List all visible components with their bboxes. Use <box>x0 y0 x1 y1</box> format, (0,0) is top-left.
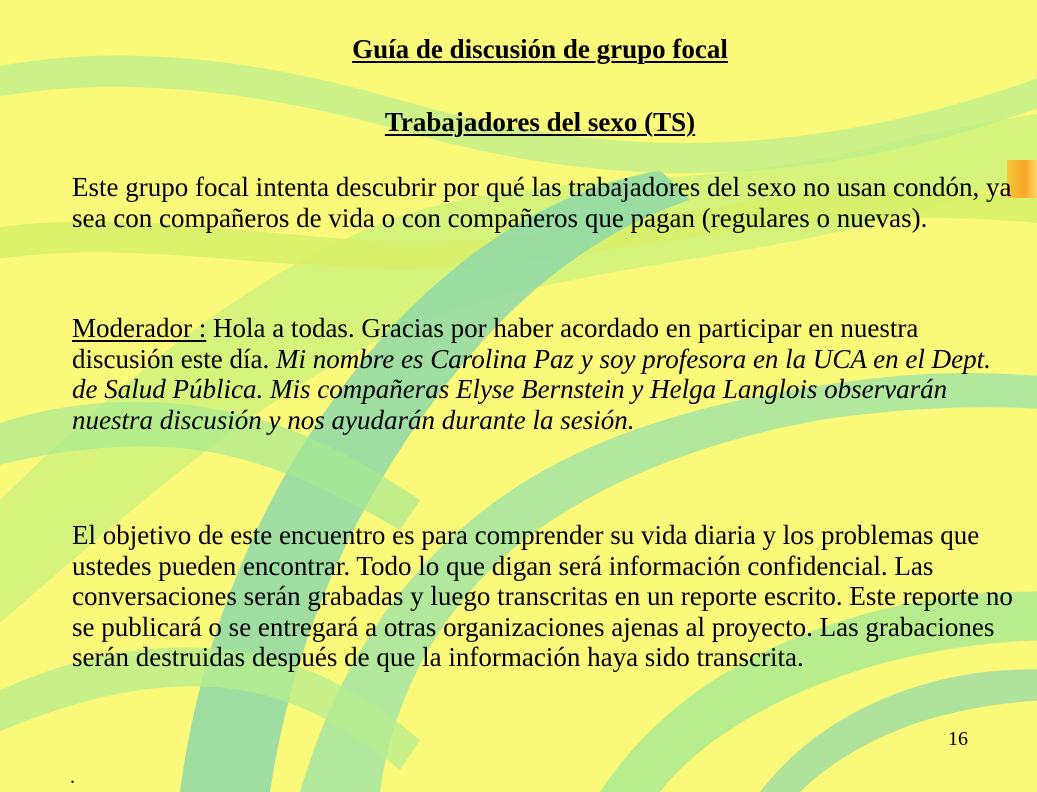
purpose-paragraph: Este grupo focal intenta descubrir por qué las trabajadores del sexo no usan condón, ya sea con compañeros de vida o con compañeros que pagan (regulares o nuevas). <box>72 172 1012 233</box>
page-number: 16 <box>948 728 968 750</box>
moderator-paragraph <box>72 313 1022 435</box>
moderator-greeting: Hola a todas. Gracias por haber acordado en participar en nuestra discusión este día. <box>72 313 919 374</box>
footer-mark: . <box>70 766 75 788</box>
moderator-introduction: Mi nombre es Carolina Paz y soy profesora en la UCA en el Dept. de Salud Pública. Mis compañeras Elyse Bernstein y Helga Langlois observarán nuestra discusión y nos ayudarán durante la sesión. <box>72 343 991 435</box>
slide-subtitle: Trabajadores del sexo (TS) <box>384 107 696 137</box>
moderator-label: Moderador : <box>72 313 207 343</box>
objective-paragraph: El objetivo de este encuentro es para comprender su vida diaria y los problemas que ustedes pueden encontrar. Todo lo que digan será información confidencial. Las conversaciones serán grabadas y luego transcritas en un reporte escrito. Este reporte no se publicará o se entregará a otras organizaciones ajenas al proyecto. Las grabaciones serán destruidas después de que la información haya sido transcrita. <box>72 520 1013 672</box>
slide-title: Guía de discusión de grupo focal <box>352 34 728 64</box>
